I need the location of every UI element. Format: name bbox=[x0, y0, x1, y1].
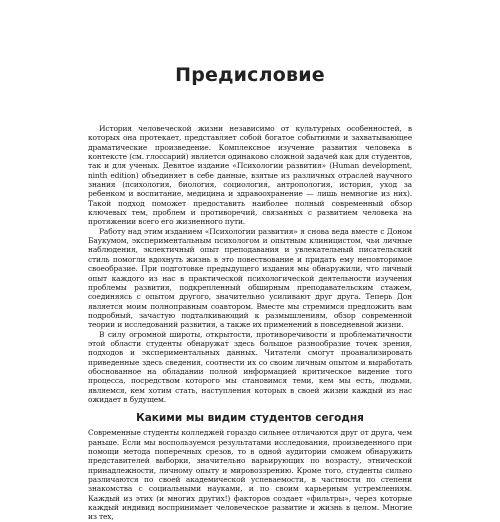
paragraph-1: История человеческой жизни независимо от культурных особенностей, в которых она протекает, представляет собой богатое событиями и захватывающее драматические произведение. Комплексное изучение развития человека в контексте (см. глоссарий) является одинаково сложной задачей как для студентов, так и для ученых. Девятое издание «Психологии развития» (Human development, ninth edition) объединяет в себе данные, взятые из различных отраслей научного знания (психология, биология, социология, антропология, история, уход за ребенком и воспитание, медицина и здравоохранение — лишь немногие из них). Такой подход поможет предоставить наиболее полный современный обзор ключевых тем, проблем и противоречий, связанных с развитием человека на протяжении всего его жизненного пути. bbox=[88, 124, 412, 227]
paragraph-3: В силу огромной широты, открытости, противоречивости и проблематичности этой области студенты обнаружат здесь большое разнообразие точек зрения, подходов и экспериментальных данных. Читатели смогут проанализировать приведенные здесь сведения, соотнести их со своим личным опытом и выработать обоснованное на обладании полной информацией критическое видение того процесса, посредством которого мы становимся теми, кем мы есть, людьми, являемся, кем хотим стать, наступления которых в своей жизни каждый из нас ожидает в будущем. bbox=[88, 329, 412, 404]
page-title: Предисловие bbox=[175, 64, 325, 86]
section-heading: Какими мы видим студентов сегодня bbox=[136, 412, 364, 425]
section-paragraph-1: Современные студенты колледжей гораздо сильнее отличаются друг от друга, чем раньше. Если мы воспользуемся результатами исследования, произведенного при помощи метода поперечных срезов, то в одной аудитории сможем обнаружить представителей выборки, значительно варьирующих по возрасту, этнической принадлежности, личному опыту и мировоззрению. Кроме того, студенты сильно различаются по своей академической успеваемости, в частности по степени знакомства с социальными науками, и по своим карьерным устремлениям. Каждый из этих (и многих других!) факторов создает «фильтры», через которые каждый индивид воспринимает человеческое развитие и жизнь в целом. Многие из тех, bbox=[88, 428, 412, 522]
paragraph-2: Работу над этим изданием «Психологии развития» я снова веда вместе с Доном Баукумом, экспериментальным психологом и опытным клиницистом, чьи личные наблюдения, эклектичный опыт преподавания и увлекательный писательский стиль помогли вдохнуть жизнь в это повествование и придать ему неповторимое своеобразие. При подготовке предыдущего издания мы обнаружили, что личный опыт каждого из нас в практической психологической деятельности изучения проблемы развития, подкрепленный обширным преподавательским стажем, соединяясь с опытом другого, значительно усиливают друг друга. Теперь Дон является моим полноправным соавтором. Вместе мы стремимся предложить вам подробный, зачастую подталкивающий к размышлениям, обзор современной теории и исследований развития, а также их применений в повседневной жизни. bbox=[88, 226, 412, 330]
document-body bbox=[88, 124, 412, 522]
